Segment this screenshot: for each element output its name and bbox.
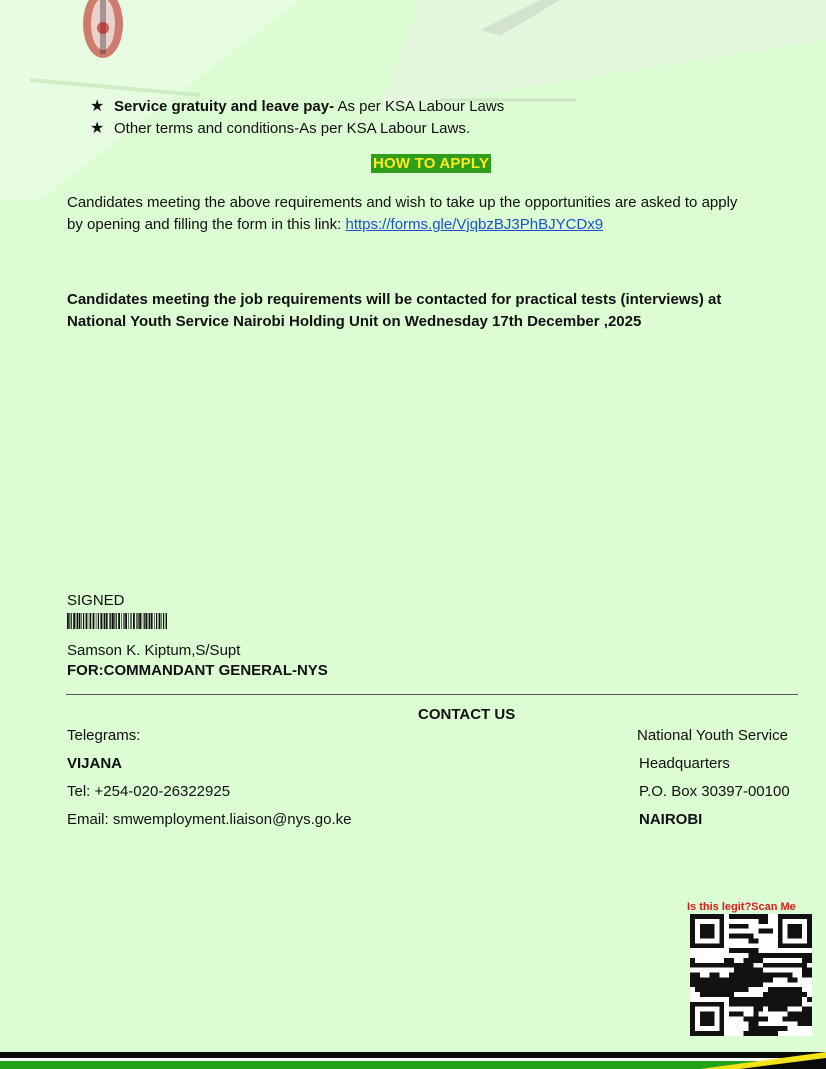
application-form-link[interactable]: https://forms.gle/VjqbzBJ3PhBJYCDx9 [345, 216, 604, 233]
star-bullet-icon: ★ [90, 98, 105, 115]
signatory-name: Samson K. Kiptum,S/Supt [67, 642, 241, 659]
apply-instructions-line1: Candidates meeting the above requirements and wish to take up the opportunities are asked to apply [67, 194, 738, 211]
barcode-icon [67, 613, 167, 635]
telegrams-label: Telegrams: [67, 727, 141, 744]
org-hq: Headquarters [639, 755, 730, 772]
star-bullet-icon: ★ [90, 120, 105, 137]
telegrams-value: VIJANA [67, 755, 123, 772]
benefit-bold: Service gratuity and leave pay- [114, 98, 335, 115]
benefit-item [90, 96, 504, 118]
divider [66, 694, 798, 695]
telephone: Tel: +254-020-26322925 [67, 783, 231, 800]
signatory-on-behalf: FOR:COMMANDANT GENERAL-NYS [67, 662, 328, 679]
qr-code-icon[interactable] [690, 914, 812, 1036]
benefit-text: As per KSA Labour Laws [334, 98, 505, 115]
how-to-apply-label: HOW TO APPLY [373, 155, 490, 172]
footer-flag-band [0, 1052, 826, 1069]
interview-notice-line1: Candidates meeting the job requirements will be contacted for practical tests (interviews) at [67, 291, 722, 308]
qr-caption: Is this legit?Scan Me [687, 901, 796, 913]
contact-heading: CONTACT US [418, 706, 516, 723]
signed-label: SIGNED [67, 592, 125, 609]
po-box: P.O. Box 30397-00100 [639, 783, 790, 800]
benefit-text: Other terms and conditions-As per KSA Labour Laws. [114, 120, 471, 137]
email: Email: smwemployment.liaison@nys.go.ke [67, 811, 352, 828]
city: NAIROBI [639, 811, 703, 828]
apply-instructions-prefix: by opening and filling the form in this link: [67, 216, 346, 233]
kenya-coat-of-arms-icon [74, 0, 132, 68]
org-name: National Youth Service [637, 727, 788, 744]
interview-notice-line2: National Youth Service Nairobi Holding Unit on Wednesday 17th December ,2025 [67, 313, 642, 330]
how-to-apply-heading [371, 155, 491, 173]
apply-instructions-line2 [67, 214, 603, 236]
benefit-item [90, 118, 470, 140]
